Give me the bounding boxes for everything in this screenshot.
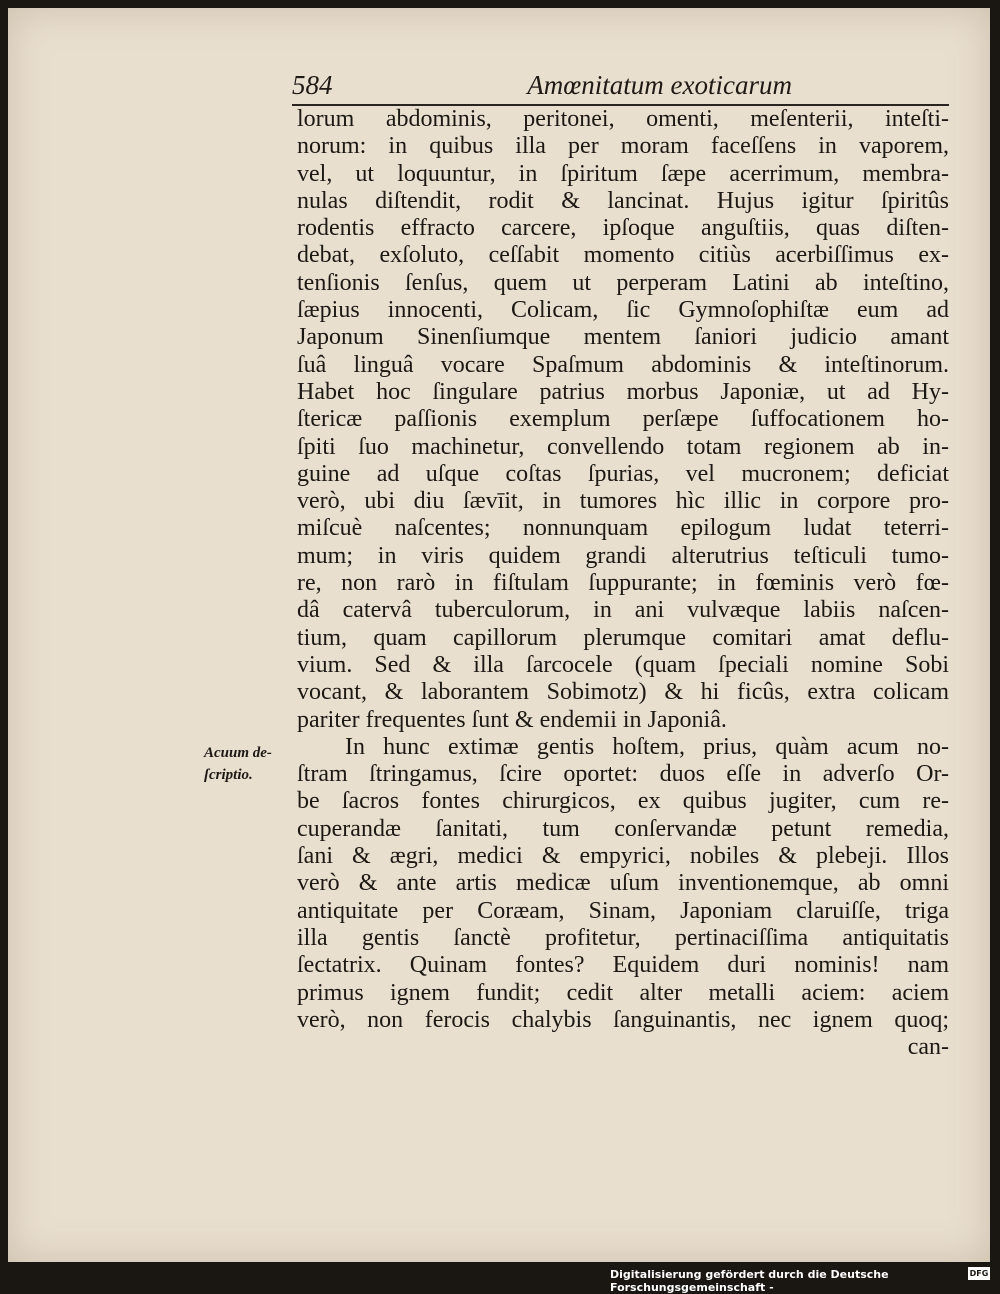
margin-note bbox=[204, 742, 294, 786]
text-line: illa gentis ſanctè profitetur, pertinaciſſima antiquitatis bbox=[297, 924, 949, 951]
text-line: Japonum Sinenſiumque mentem ſaniori judicio amant bbox=[297, 324, 949, 351]
text-line: In hunc extimæ gentis hoſtem, prius, quàm acum no- bbox=[345, 733, 949, 760]
text-line: guine ad uſque coſtas ſpurias, vel mucronem; deficiat bbox=[297, 460, 949, 487]
text-line: ſpiti ſuo machinetur, convellendo totam regionem ab in- bbox=[297, 433, 949, 460]
text-line: nulas diſtendit, rodit & lancinat. Hujus igitur ſpiritûs bbox=[297, 187, 949, 214]
text-line: be ſacros fontes chirurgicos, ex quibus jugiter, cum re- bbox=[297, 788, 949, 815]
text-line: ſtericæ paſſionis exemplum perſæpe ſuffocationem ho- bbox=[297, 406, 949, 433]
text-line: Habet hoc ſingulare patrius morbus Japoniæ, ut ad Hy- bbox=[297, 378, 949, 405]
dfg-logo: DFG bbox=[969, 1269, 989, 1278]
text-line: primus ignem fundit; cedit alter metalli aciem: aciem bbox=[297, 979, 949, 1006]
text-line: re, non rarò in fiſtulam ſuppurante; in fœminis verò fœ- bbox=[297, 570, 949, 597]
running-title: Amœnitatum exoticarum bbox=[527, 70, 792, 100]
text-line: pariter frequentes ſunt & endemii in Japoniâ. bbox=[297, 706, 727, 733]
digitization-credit: Digitalisierung gefördert durch die Deutsche Forschungsgemeinschaft - bbox=[610, 1268, 889, 1294]
text-line: norum: in quibus illa per moram faceſſens in vaporem, bbox=[297, 133, 949, 160]
text-line: tium, quam capillorum plerumque comitari amat deflu- bbox=[297, 624, 949, 651]
text-line: verò, non ferocis chalybis ſanguinantis, nec ignem quoq; bbox=[297, 1006, 949, 1033]
text-line: rodentis effracto carcere, ipſoque anguſtiis, quas diſten- bbox=[297, 215, 949, 242]
text-line: miſcuè naſcentes; nonnunquam epilogum ludat teterri- bbox=[297, 515, 949, 542]
text-line: mum; in viris quidem grandi alterutrius teſticuli tumo- bbox=[297, 542, 949, 569]
text-line: antiquitate per Coræam, Sinam, Japoniam claruiſſe, triga bbox=[297, 897, 949, 924]
text-line: ſuâ linguâ vocare Spaſmum abdominis & inteſtinorum. bbox=[297, 351, 949, 378]
text-line: ſani & ægri, medici & empyrici, nobiles & plebeji. Illos bbox=[297, 843, 949, 870]
text-line: vium. Sed & illa ſarcocele (quam ſpeciali nomine Sobi bbox=[297, 651, 949, 678]
text-line: verò, ubi diu ſævīit, in tumores hìc illic in corpore pro- bbox=[297, 488, 949, 515]
text-line: vel, ut loquuntur, in ſpiritum ſæpe acerrimum, membra- bbox=[297, 160, 949, 187]
text-line: debat, exſoluto, ceſſabit momento citiùs acerbiſſimus ex- bbox=[297, 242, 949, 269]
text-line: vocant, & laborantem Sobimotz) & hi ficûs, extra colicam bbox=[297, 679, 949, 706]
text-line: ſectatrix. Quinam fontes? Equidem duri nominis! nam bbox=[297, 952, 949, 979]
text-line: dâ catervâ tuberculorum, in ani vulvæque labiis naſcen- bbox=[297, 597, 949, 624]
margin-note-line: ſcriptio. bbox=[204, 767, 253, 783]
margin-note-line: Acuum de- bbox=[204, 745, 272, 761]
text-line: tenſionis ſenſus, quem ut perperam Latini ab inteſtino, bbox=[297, 269, 949, 296]
catchword: can- bbox=[907, 1034, 949, 1061]
text-line: ſæpius innocenti, Colicam, ſic Gymnoſophiſtæ eum ad bbox=[297, 297, 949, 324]
body-text bbox=[297, 106, 949, 1061]
page-header bbox=[292, 70, 952, 102]
text-line: ſtram ſtringamus, ſcire oportet: duos eſſe in adverſo Or- bbox=[297, 761, 949, 788]
page-number: 584 bbox=[292, 70, 333, 100]
text-line: cuperandæ ſanitati, tum conſervandæ petunt remedia, bbox=[297, 815, 949, 842]
text-line: lorum abdominis, peritonei, omenti, meſenterii, inteſti- bbox=[297, 106, 949, 132]
text-line: verò & ante artis medicæ uſum inventionemque, ab omni bbox=[297, 870, 949, 897]
